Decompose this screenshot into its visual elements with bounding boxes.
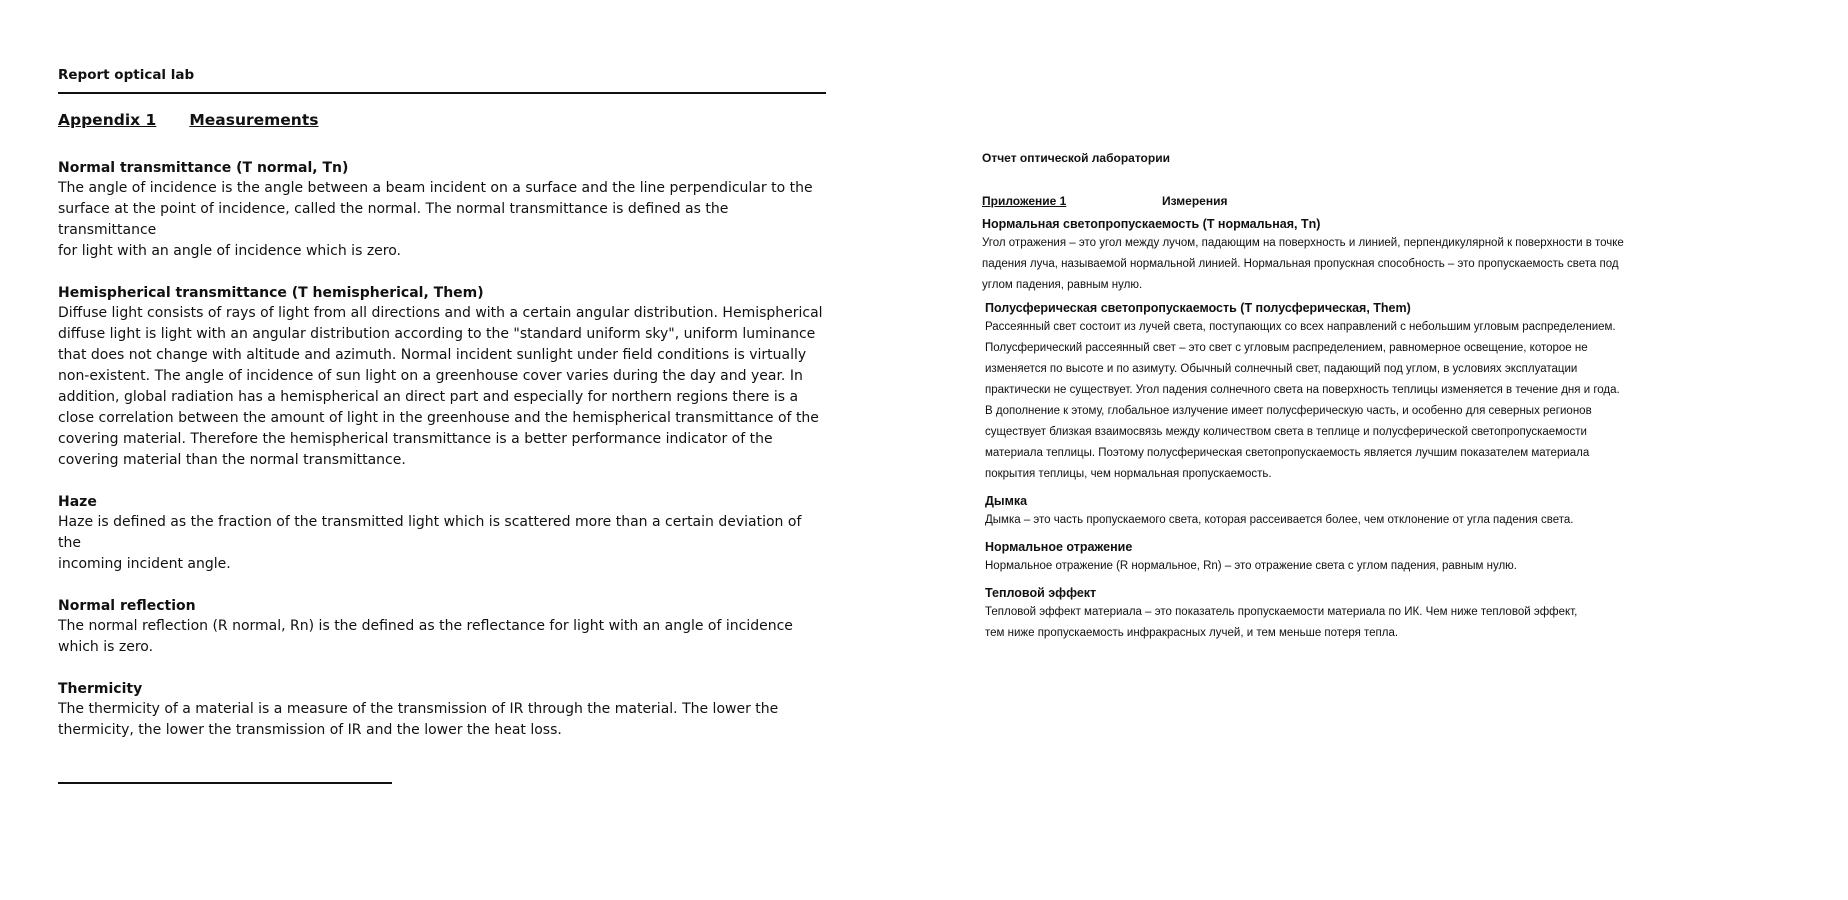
section-title: Нормальная светопропускаемость (T нормальная, Tn)	[982, 217, 1321, 231]
text-line: which is zero.	[58, 639, 154, 655]
section-hemispherical-transmittance-ru	[982, 300, 1762, 485]
section-title: Normal transmittance (T normal, Tn)	[58, 160, 349, 176]
text-line: thermicity, the lower the transmission of IR and the lower the heat loss.	[58, 722, 562, 738]
text-line: The thermicity of a material is a measure of the transmission of IR through the material. The lower the	[58, 701, 779, 717]
appendix-heading-ru	[982, 193, 1762, 209]
text-line: Diffuse light consists of rays of light from all directions and with a certain angular distribution. Hemispherical	[58, 305, 823, 321]
text-line: углом падения, равным нулю.	[982, 279, 1143, 291]
section-thermicity	[58, 679, 828, 741]
section-body	[58, 512, 828, 575]
appendix-label-ru: Приложение 1	[982, 194, 1067, 208]
text-line: падения луча, называемой нормальной линией. Нормальная пропускная способность – это пропускаемость света под	[982, 258, 1619, 270]
footnote-rule	[58, 782, 392, 784]
text-line: surface at the point of incidence, called the normal. The normal transmittance is defined as the transmittance	[58, 201, 729, 238]
section-haze-ru	[982, 493, 1762, 531]
appendix-heading	[58, 110, 828, 130]
text-line: addition, global radiation has a hemispherical an direct part and especially for northern regions there is a	[58, 389, 799, 405]
section-body	[58, 699, 828, 741]
text-line: diffuse light is light with an angular distribution according to the "standard uniform sky", uniform luminance	[58, 326, 816, 342]
appendix-title-ru: Измерения	[1162, 194, 1228, 208]
section-title: Hemispherical transmittance (T hemispherical, Them)	[58, 285, 484, 301]
text-line: incoming incident angle.	[58, 556, 231, 572]
report-title: Report optical lab	[58, 67, 195, 83]
text-line: that does not change with altitude and azimuth. Normal incident sunlight under field conditions is virtually	[58, 347, 807, 363]
text-line: Угол отражения – это угол между лучом, падающим на поверхность и линией, перпендикулярной к поверхности в точке	[982, 237, 1624, 249]
russian-page	[982, 150, 1762, 644]
appendix-label: Appendix 1	[58, 111, 157, 129]
section-title: Полусферическая светопропускаемость (T полусферическая, Them)	[985, 301, 1411, 315]
english-page	[58, 66, 828, 784]
header-rule	[58, 92, 826, 94]
section-title: Нормальное отражение	[985, 540, 1133, 554]
section-title: Дымка	[985, 494, 1028, 508]
text-line: Дымка – это часть пропускаемого света, которая рассеивается более, чем отклонение от угла падения света.	[985, 514, 1574, 526]
text-line: The normal reflection (R normal, Rn) is the defined as the reflectance for light with an angle of incidence	[58, 618, 793, 634]
text-line: covering material. Therefore the hemispherical transmittance is a better performance indicator of the	[58, 431, 773, 447]
section-title: Haze	[58, 494, 97, 510]
section-body	[58, 616, 828, 658]
text-line: The angle of incidence is the angle between a beam incident on a surface and the line perpendicular to the	[58, 180, 813, 196]
section-normal-transmittance	[58, 158, 828, 262]
text-line: существует близкая взаимосвязь между количеством света в теплице и полусферической светопропускаемости	[985, 426, 1587, 438]
report-title-ru: Отчет оптической лаборатории	[982, 151, 1170, 165]
section-body	[985, 556, 1762, 577]
section-body	[985, 602, 1762, 644]
section-body	[985, 317, 1762, 485]
section-normal-reflection-ru	[982, 539, 1762, 577]
section-haze	[58, 492, 828, 575]
text-line: практически не существует. Угол падения солнечного света на поверхность теплицы изменяется в течение дня и года.	[985, 384, 1620, 396]
appendix-title: Measurements	[189, 111, 319, 129]
section-body	[58, 178, 828, 262]
text-line: for light with an angle of incidence which is zero.	[58, 243, 401, 259]
section-body	[985, 510, 1762, 531]
text-line: Haze is defined as the fraction of the transmitted light which is scattered more than a certain deviation of the	[58, 514, 802, 551]
text-line: Полусферический рассеянный свет – это свет с угловым распределением, равномерное освещение, которое не	[985, 342, 1588, 354]
text-line: тем ниже пропускаемость инфракрасных лучей, и тем меньше потеря тепла.	[985, 627, 1399, 639]
text-line: non-existent. The angle of incidence of sun light on a greenhouse cover varies during the day and year. In	[58, 368, 803, 384]
section-thermicity-ru	[982, 585, 1762, 644]
section-normal-reflection	[58, 596, 828, 658]
text-line: изменяется по высоте и по азимуту. Обычный солнечный свет, падающий под углом, в условиях эксплуатации	[985, 363, 1578, 375]
section-normal-transmittance-ru	[982, 216, 1762, 296]
text-line: close correlation between the amount of light in the greenhouse and the hemispherical transmittance of the	[58, 410, 819, 426]
section-hemispherical-transmittance	[58, 283, 828, 471]
text-line: Нормальное отражение (R нормальное, Rn) – это отражение света с углом падения, равным нулю.	[985, 560, 1517, 572]
text-line: покрытия теплицы, чем нормальная пропускаемость.	[985, 468, 1272, 480]
text-line: Рассеянный свет состоит из лучей света, поступающих со всех направлений с небольшим угловым распределением.	[985, 321, 1616, 333]
section-body	[982, 233, 1762, 296]
text-line: материала теплицы. Поэтому полусферическая светопропускаемость является лучшим показателем материала	[985, 447, 1590, 459]
section-title: Thermicity	[58, 681, 143, 697]
section-title: Normal reflection	[58, 598, 196, 614]
section-body	[58, 303, 828, 471]
text-line: covering material than the normal transmittance.	[58, 452, 406, 468]
section-title: Тепловой эффект	[985, 586, 1097, 600]
text-line: Тепловой эффект материала – это показатель пропускаемости материала по ИК. Чем ниже тепловой эффект,	[985, 606, 1578, 618]
text-line: В дополнение к этому, глобальное излучение имеет полусферическую часть, и особенно для северных регионов	[985, 405, 1592, 417]
